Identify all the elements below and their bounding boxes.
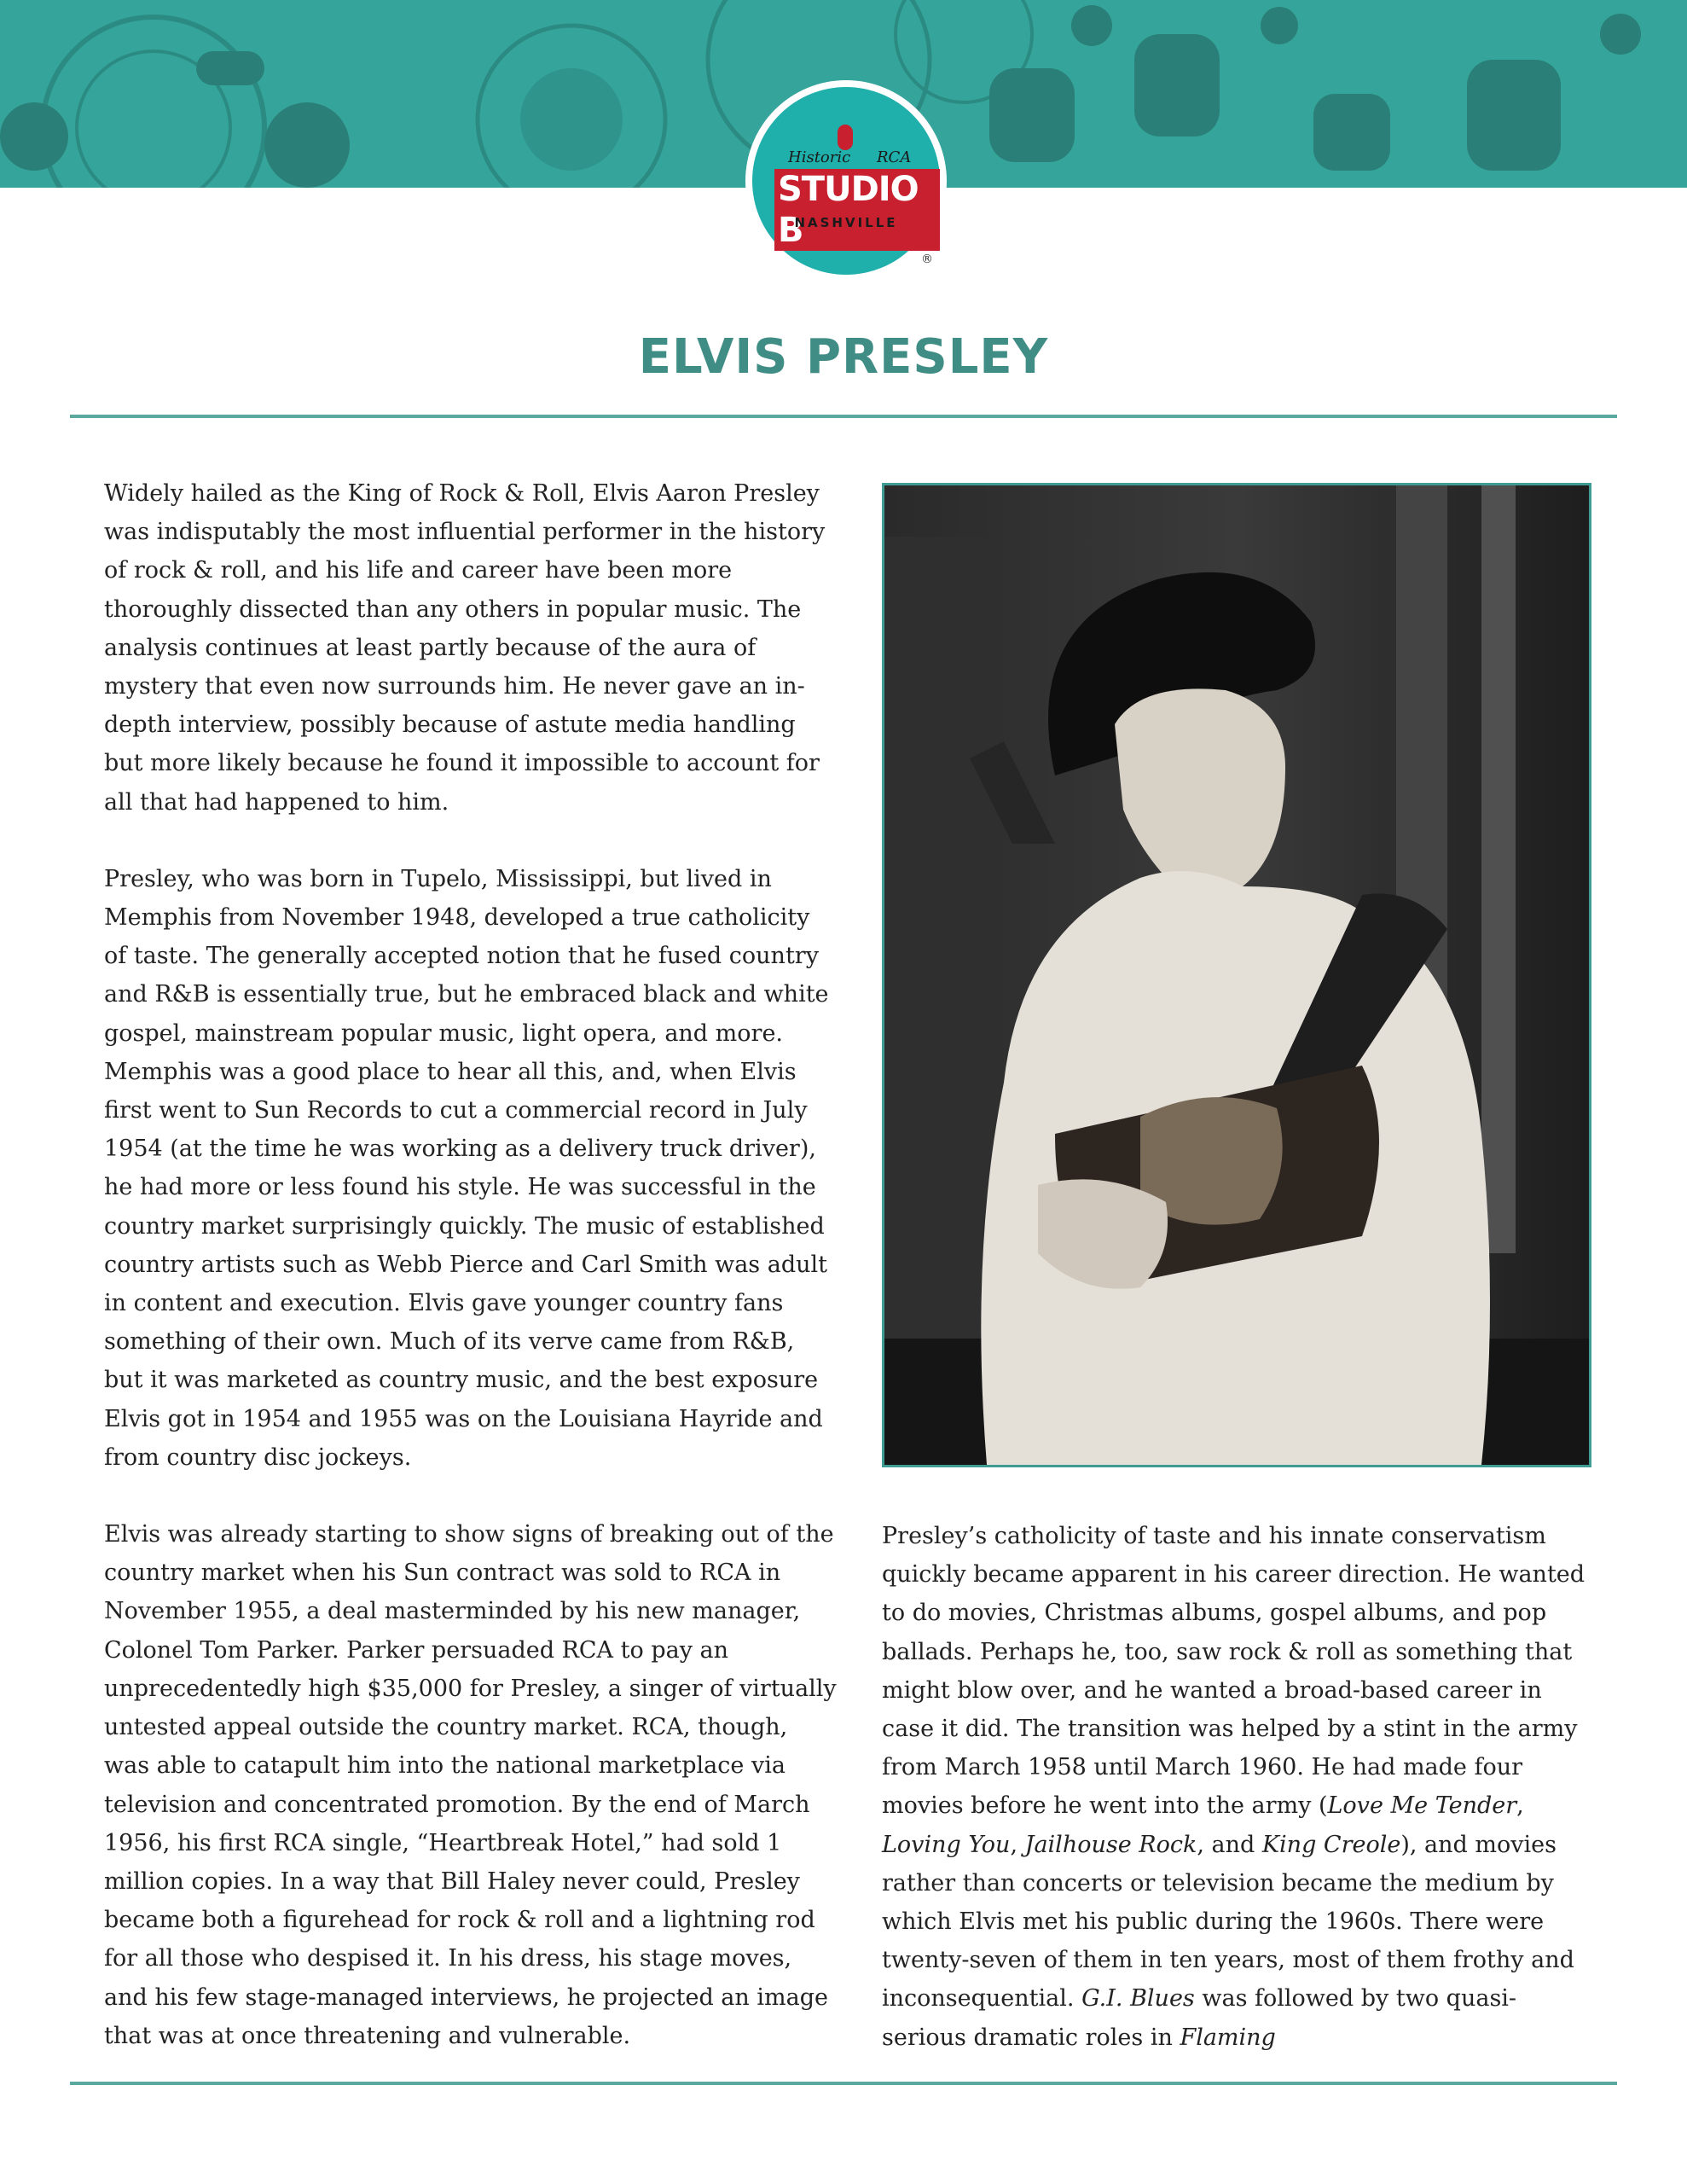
logo-historic-text: Historic [788, 148, 851, 166]
microphone-icon [838, 125, 853, 150]
right-column [882, 1517, 1590, 2057]
movie-title-jailhouse-rock: Jailhouse Rock [1024, 1831, 1197, 1858]
logo-rca-text: RCA [877, 148, 912, 166]
page-title: ELVIS PRESLEY [638, 329, 1049, 385]
paragraph-4 [882, 1517, 1590, 2057]
paragraph-2: Presley, who was born in Tupelo, Mississippi, but lived in Memphis from November 1948, developed a true catholicity of taste. The generally accepted notion that he fused country and R&B is essentially true, but he embraced black and white gospel, mainstream popular music, light opera, and more. Memphis was a good place to hear all this, and, when Elvis first went to Sun Records to cut a commercial record in July 1954 (at the time he was working as a delivery truck driver), he had more or less found his style. He was successful in the country market surprisingly quickly. The music of established country artists such as Webb Pierce and Carl Smith was adult in content and execution. Elvis gave younger country fans something of their own. Much of its verve came from R&B, but it was marketed as country music, and the best exposure Elvis got in 1954 and 1955 was on the Louisiana Hayride and from country disc jockeys. [104, 865, 829, 1471]
movie-title-king-creole: King Creole [1261, 1831, 1401, 1858]
separator: , [1516, 1792, 1524, 1820]
elvis-photo [882, 483, 1591, 1467]
separator: , and [1197, 1831, 1262, 1858]
paragraph-4-text-c: was followed by two quasi-serious dramatic roles in [882, 1985, 1517, 2051]
photo-portrait-icon [884, 485, 1589, 1465]
movie-title-love-me-tender: Love Me Tender [1327, 1792, 1517, 1820]
logo-badge [752, 87, 940, 275]
left-column [104, 474, 838, 2055]
movie-title-gi-blues: G.I. Blues [1081, 1985, 1195, 2013]
studio-b-logo [745, 80, 947, 282]
paragraph-4-text-b: ), and movies rather than concerts or television became the medium by which Elvis met his public during the 1960s. There were twenty-seven of them in ten years, most of them frothy and inconsequential. [882, 1831, 1574, 2013]
title-divider [70, 415, 1617, 418]
registered-mark: ® [921, 253, 933, 266]
logo-city-text: NASHVILLE [794, 215, 898, 230]
paragraph-1: Widely hailed as the King of Rock & Roll, Elvis Aaron Presley was indisputably the most influential performer in the history of rock & roll, and his life and career have been more thoroughly dissected than any others in popular music. The analysis continues at least partly because of the aura of mystery that even now surrounds him. He never gave an in-depth interview, possibly because of astute media handling but more likely because he found it impossible to account for all that had happened to him. [104, 480, 826, 816]
footer-divider [70, 2082, 1617, 2085]
logo-studio-text: STUDIO B [774, 169, 940, 251]
paragraph-4-text-a: Presley’s catholicity of taste and his innate conservatism quickly became apparent in his career direction. He wanted to do movies, Christmas albums, gospel albums, and pop ballads. Perhaps he, too, saw rock & roll as something that might blow over, and he wanted a broad-based career in case it did. The transition was helped by a stint in the army from March 1958 until March 1960. He had made four movies before he went into the army ( [882, 1523, 1586, 1820]
movie-title-flaming: Flaming [1180, 2024, 1276, 2051]
separator: , [1010, 1831, 1025, 1858]
paragraph-3: Elvis was already starting to show signs of breaking out of the country market when his Sun contract was sold to RCA in November 1955, a deal masterminded by his new manager, Colonel Tom Parker. Parker persuaded RCA to pay an unprecedentedly high $35,000 for Presley, a singer of virtually untested appeal outside the country market. RCA, though, was able to catapult him into the national marketplace via television and concentrated promotion. By the end of March 1956, his first RCA single, “Heartbreak Hotel,” had sold 1 million copies. In a way that Bill Haley never could, Presley became both a figurehead for rock & roll and a lightning rod for all those who despised it. In his dress, his stage moves, and his few stage-managed interviews, he projected an image that was at once threatening and vulnerable. [104, 1521, 837, 2049]
movie-title-loving-you: Loving You [882, 1831, 1011, 1858]
